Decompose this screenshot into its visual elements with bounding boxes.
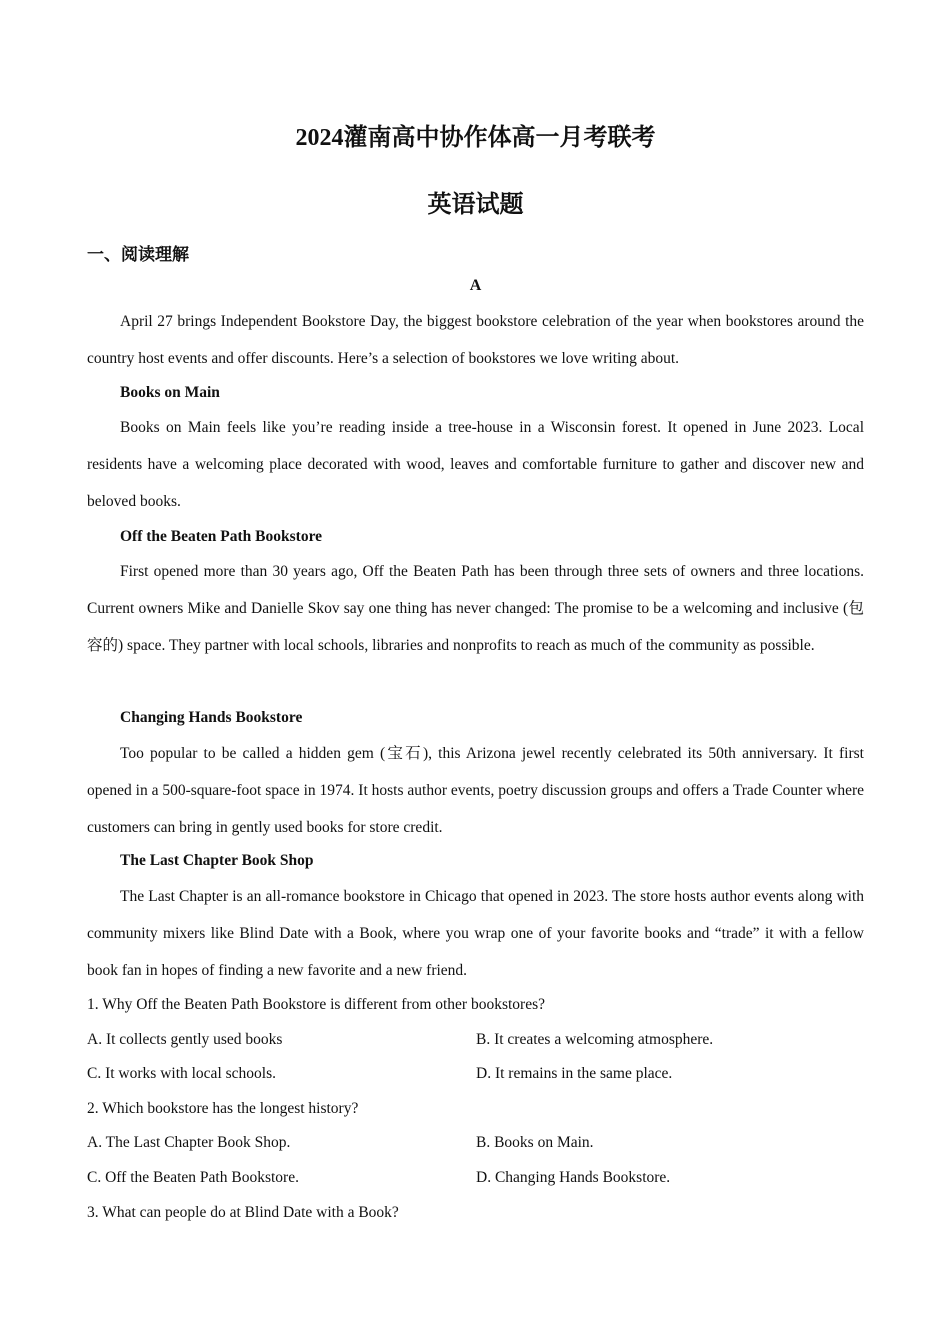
- answer-option: D. It remains in the same place.: [476, 1065, 673, 1082]
- store-heading: Changing Hands Bookstore: [120, 709, 303, 726]
- question-stem: 1. Why Off the Beaten Path Bookstore is different from other bookstores?: [87, 996, 546, 1013]
- answer-option: B. It creates a welcoming atmosphere.: [476, 1031, 714, 1048]
- answer-option: A. It collects gently used books: [87, 1031, 283, 1048]
- answer-option: A. The Last Chapter Book Shop.: [87, 1134, 291, 1151]
- store-paragraph: The Last Chapter is an all-romance bookstore in Chicago that opened in 2023. The store hosts author events along with community mixers like Blind Date with a Book, where you wrap one of your favorite books and “trade” it with a fellow book fan in hopes of finding a new favorite and a new friend.: [87, 888, 864, 979]
- question-stem: 2. Which bookstore has the longest history?: [87, 1100, 359, 1117]
- store-paragraph: First opened more than 30 years ago, Off the Beaten Path has been through three sets of owners and three locations. Current owners Mike and Danielle Skov say one thing has never changed: The promise to be a welcoming and inclusive (包容的) space. They partner with local schools, libraries and nonprofits to reach as much of the community as possible.: [87, 563, 864, 654]
- store-paragraph: Too popular to be called a hidden gem (宝石), this Arizona jewel recently celebrated its 50th anniversary. It first opened in a 500-square-foot space in 1974. It hosts author events, poetry discussion groups and offers a Trade Counter where customers can bring in gently used books for store credit.: [87, 745, 864, 836]
- passage-intro: April 27 brings Independent Bookstore Day, the biggest bookstore celebration of the year when bookstores around the country host events and offer discounts. Here’s a selection of bookstores we love writing about.: [87, 313, 864, 367]
- exam-subtitle: 英语试题: [427, 192, 524, 218]
- store-heading: Books on Main: [120, 384, 220, 401]
- answer-option: D. Changing Hands Bookstore.: [476, 1169, 671, 1186]
- store-paragraph: Books on Main feels like you’re reading inside a tree-house in a Wisconsin forest. It opened in June 2023. Local residents have a welcoming place decorated with wood, leaves and comfortable furniture to gather and discover new and beloved books.: [87, 419, 864, 510]
- answer-option: C. It works with local schools.: [87, 1065, 276, 1082]
- question-stem: 3. What can people do at Blind Date with a Book?: [87, 1204, 399, 1221]
- answer-option: C. Off the Beaten Path Bookstore.: [87, 1169, 299, 1186]
- store-heading: The Last Chapter Book Shop: [120, 852, 314, 869]
- exam-title: 2024灌南高中协作体高一月考联考: [295, 125, 656, 151]
- section-heading: 一、阅读理解: [87, 245, 189, 264]
- answer-option: B. Books on Main.: [476, 1134, 594, 1151]
- passage-letter: A: [469, 277, 482, 294]
- store-heading: Off the Beaten Path Bookstore: [120, 528, 323, 545]
